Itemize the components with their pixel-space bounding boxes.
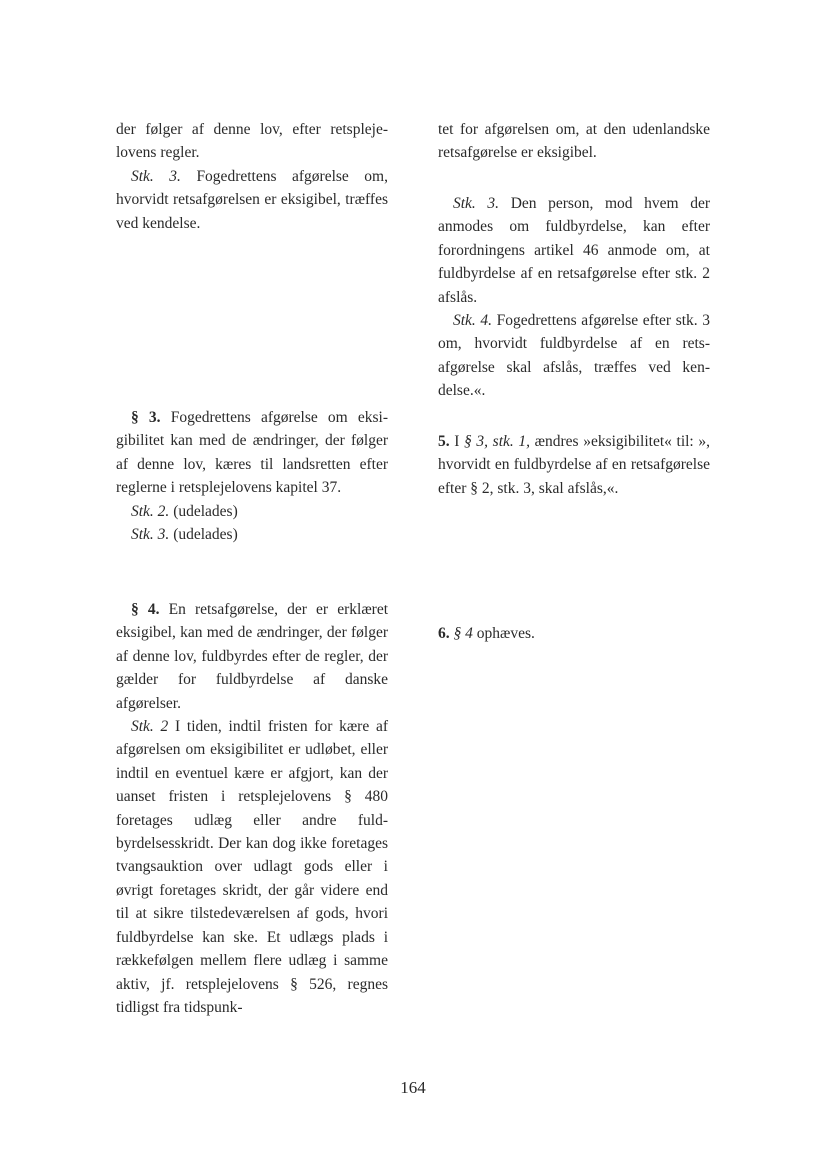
- stk-label: Stk. 4.: [453, 312, 493, 330]
- item-number: 5.: [438, 433, 450, 450]
- paragraph-text: ophæves.: [472, 625, 535, 642]
- paragraph-text: (udelades): [169, 502, 238, 520]
- paragraph-text: I: [449, 433, 465, 450]
- stk-label: Stk. 3.: [131, 526, 170, 544]
- right-block-item-5: [438, 430, 710, 500]
- paragraph-text: Fogedrettens afgørelse om eksigibilitet kan med de ændringer, der følger af denne lov, kæres til landsretten efter reglerne i retsplejelovens kapitel 37.: [116, 409, 389, 497]
- paragraph: [116, 715, 388, 1019]
- stk-label: Stk. 3.: [453, 195, 500, 212]
- stk-label: Stk. 2: [131, 718, 169, 736]
- paragraph-text: Fogedrettens afgørelse om, hvorvidt retsafgørelsen er eksigibel, træffes ved kendelse.: [116, 167, 388, 232]
- paragraph-text: Fogedrettens afgørelse efter stk. 3 om, hvorvidt fuldbyrdelse af en retsafgørelse skal afslås, træffes ved kendelse.«.: [438, 312, 711, 400]
- paragraph: [116, 598, 388, 715]
- paragraph-text: ændres »eksigibilitet« til: », hvorvidt en fuldbyrdelse af en retsafgørelse efter § 2, stk. 3, skal afslås,«.: [438, 433, 710, 497]
- section-reference: § 4: [453, 625, 473, 642]
- stk-label: Stk. 3.: [131, 167, 181, 185]
- stk-label: Stk. 2.: [131, 502, 170, 520]
- section-reference: § 3, stk. 1,: [464, 433, 531, 450]
- paragraph: [116, 406, 388, 500]
- left-block-1: [116, 118, 388, 235]
- paragraph: [116, 523, 388, 546]
- left-block-section-3: [116, 406, 388, 546]
- paragraph-text: En retsafgørelse, der er erklæret eksigibel, kan med de ændringer, der følger af denne lov, fuldbyrdes efter de regler, der gælder for fuldbyrdelse af danske afgørelser.: [116, 601, 389, 712]
- paragraph-text: (udelades): [169, 526, 238, 544]
- paragraph: der følger af denne lov, efter retsplejelovens regler.: [116, 121, 388, 162]
- paragraph: [438, 192, 710, 309]
- paragraph: [116, 500, 388, 523]
- paragraph: [116, 165, 388, 235]
- paragraph: [438, 309, 710, 403]
- right-block-1: [438, 118, 710, 165]
- paragraph-text: I tiden, indtil fristen for kære af afgørelsen om eksigibilitet er udløbet, eller indtil en eventuel kære er afgjort, kan der uanset fristen i retsplejelovens § 480 foretages udlæg eller andre fuldbyrdelsesskridt. Der kan dog ikke foretages tvangsauktion over udlagt gods eller i øvrigt foretages skridt, der går videre end til at sikre tilstedeværelsen af gods, hvori fuldbyrdelse kan ske. Et udlægs plads i rækkefølgen mellem flere udlæg i samme aktiv, jf. retsplejelovens § 526, regnes tidligst fra tidspunk-: [116, 718, 388, 1016]
- right-block-item-6: [438, 622, 710, 645]
- page-number: 164: [400, 1078, 426, 1097]
- paragraph: tet for afgørelsen om, at den udenlandske retsafgørelse er eksigibel.: [438, 121, 710, 162]
- section-label: § 4.: [131, 601, 160, 618]
- item-number: 6.: [438, 625, 450, 642]
- right-block-2: [438, 192, 710, 403]
- section-label: § 3.: [131, 409, 161, 426]
- paragraph-text: Den person, mod hvem der anmodes om fuldbyrdelse, kan efter forordningens artikel 46 anmode om, at fuldbyrdelse af en retsafgørelse efter stk. 2 afslås.: [438, 195, 710, 306]
- paragraph: [438, 622, 710, 645]
- left-block-section-4: [116, 598, 388, 1019]
- paragraph: [438, 430, 710, 500]
